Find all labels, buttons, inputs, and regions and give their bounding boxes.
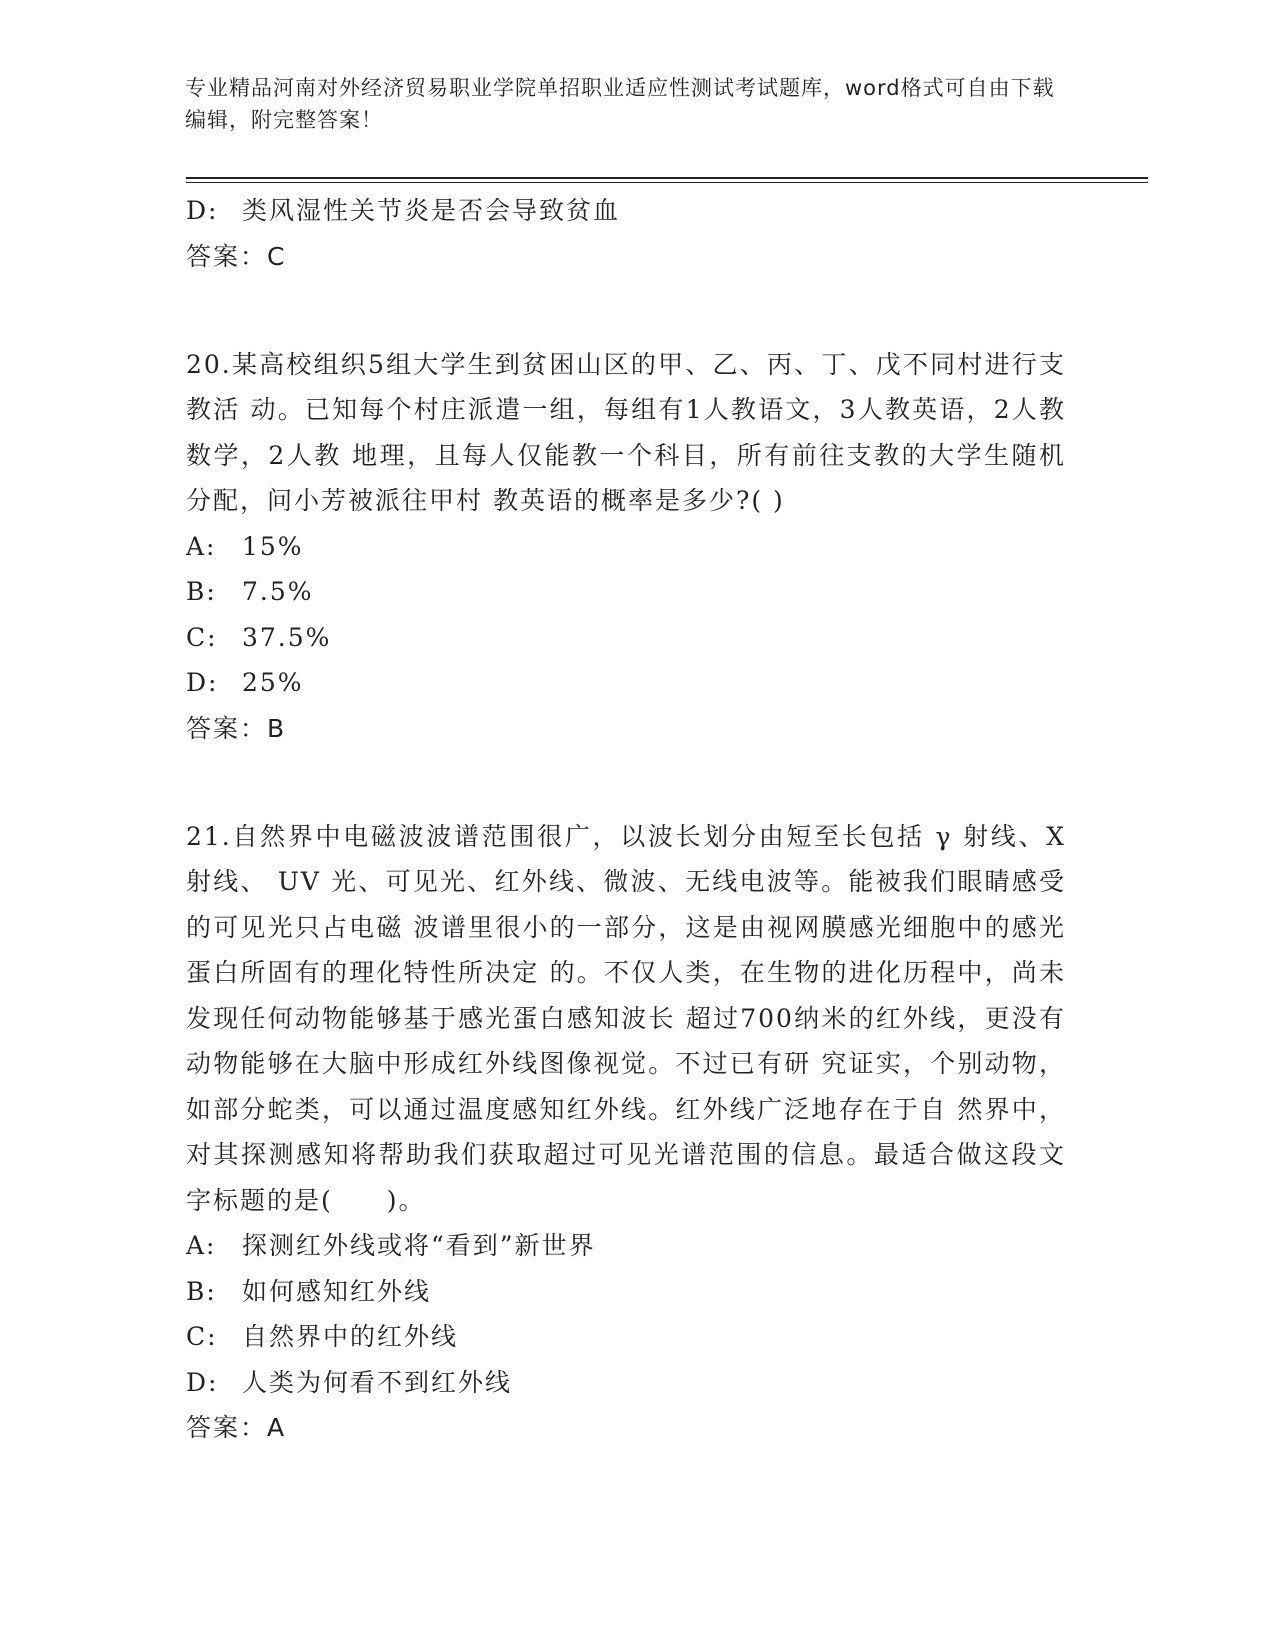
header-rule-thin (186, 182, 1148, 183)
option-text: 25% (242, 668, 304, 697)
q20-option-c (186, 615, 1086, 661)
option-text: 类风湿性关节炎是否会导致贫血 (242, 196, 621, 225)
question-content (186, 188, 1086, 1451)
q20-answer: 答案：B (186, 713, 287, 743)
option-text: 如何感知红外线 (242, 1276, 432, 1306)
option-key: D: (186, 668, 219, 697)
q20-option-b (186, 569, 1086, 615)
q20-option-a (186, 524, 1086, 570)
q21-option-c (186, 1314, 1086, 1360)
q21-option-a (186, 1223, 1086, 1269)
prev-option-d (186, 188, 1086, 234)
option-key: C: (186, 1322, 218, 1351)
q21-option-d (186, 1360, 1086, 1406)
option-key: B: (186, 1276, 217, 1306)
option-key: A: (186, 1231, 217, 1260)
q21-answer: 答案：A (186, 1413, 287, 1442)
option-key: D: (186, 196, 219, 225)
prev-answer: 答案：C (186, 241, 287, 271)
option-key: D: (186, 1367, 219, 1397)
option-text: 37.5% (242, 622, 332, 652)
q21-option-b (186, 1269, 1086, 1315)
option-key: C: (186, 622, 218, 652)
q20-option-d (186, 660, 1086, 706)
page-header: 专业精品河南对外经济贸易职业学院单招职业适应性测试考试题库，word格式可自由下载编辑，附完整答案！ (185, 76, 1055, 132)
question-20-text: 20.某高校组织5组大学生到贫困山区的甲、乙、丙、丁、戊不同村进行支教活 动。已知每个村庄派遣一组，每组有1人教语文，3人教英语，2人教数学，2人教 地理，且每人仅能教一个科目，所有前往支教的大学生随机分配，问小芳被派往甲村 教英语的概率是多少?( ) (186, 349, 1066, 515)
option-key: A: (186, 531, 217, 561)
question-21-text: 21.自然界中电磁波波谱范围很广，以波长划分由短至长包括 γ 射线、X 射线、 UV 光、可见光、红外线、微波、无线电波等。能被我们眼睛感受的可见光只占电磁 波谱里很小的一部分，这是由视网膜感光细胞中的感光蛋白所固有的理化特性所决定 的。不仅人类，在生物的进化历程中，尚未发现任何动物能够基于感光蛋白感知波长 超过700纳米的红外线，更没有动物能够在大脑中形成红外线图像视觉。不过已有研 究证实，个别动物，如部分蛇类，可以通过温度感知红外线。红外线广泛地存在于自 然界中，对其探测感知将帮助我们获取超过可见光谱范围的信息。最适合做这段文字标题的是( )。 (186, 821, 1066, 1215)
option-text: 15% (242, 531, 304, 561)
option-text: 人类为何看不到红外线 (242, 1367, 513, 1397)
option-key: B: (186, 577, 217, 606)
option-text: 7.5% (242, 577, 314, 606)
option-text: 自然界中的红外线 (242, 1322, 459, 1351)
option-text: 探测红外线或将“看到”新世界 (242, 1231, 596, 1260)
header-rule-thick (186, 177, 1148, 179)
